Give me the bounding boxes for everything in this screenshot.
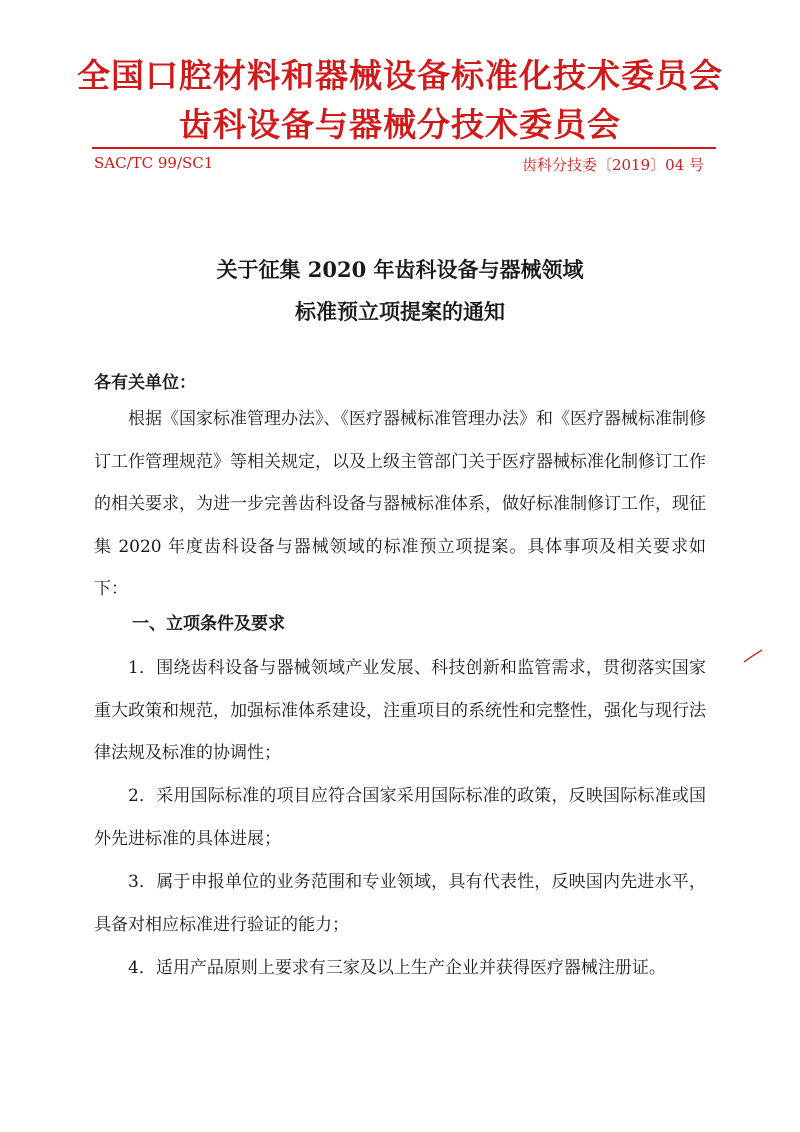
requirement-item: 2．采用国际标准的项目应符合国家采用国际标准的政策，反映国际标准或国外先进标准的具体进展； (94, 786, 706, 849)
org-name-line1: 全国口腔材料和器械设备标准化技术委员会 (77, 56, 723, 95)
salutation: 各有关单位： (94, 373, 196, 393)
notice-title-line1: 关于征集 2020 年齿科设备与器械领域 (216, 257, 584, 282)
header-divider (92, 147, 716, 149)
requirement-item: 4．适用产品原则上要求有三家及以上生产企业并获得医疗器械注册证。 (128, 958, 666, 978)
notice-title-line2: 标准预立项提案的通知 (295, 299, 505, 324)
pen-mark-icon (742, 648, 764, 664)
intro-paragraph: 根据《国家标准管理办法》、《医疗器械标准管理办法》和《医疗器械标准制修订工作管理规范》等相关规定，以及上级主管部门关于医疗器械标准化制修订工作的相关要求，为进一步完善齿科设备与器械标准体系，做好标准制修订工作，现征集 2020 年度齿科设备与器械领域的标准预立项提案。具体事项及相关要求如下： (94, 409, 706, 599)
document-number: 齿科分技委〔2019〕04 号 (521, 156, 704, 174)
committee-code: SAC/TC 99/SC1 (94, 154, 214, 172)
requirement-item: 1．围绕齿科设备与器械领域产业发展、科技创新和监管需求，贯彻落实国家重大政策和规范，加强标准体系建设，注重项目的系统性和完整性，强化与现行法律法规及标准的协调性； (94, 658, 706, 763)
requirement-item: 3．属于申报单位的业务范围和专业领域，具有代表性，反映国内先进水平，具备对相应标准进行验证的能力； (94, 872, 706, 935)
section-heading-1: 一、立项条件及要求 (132, 614, 285, 634)
org-name-line2: 齿科设备与器械分技术委员会 (179, 105, 621, 144)
